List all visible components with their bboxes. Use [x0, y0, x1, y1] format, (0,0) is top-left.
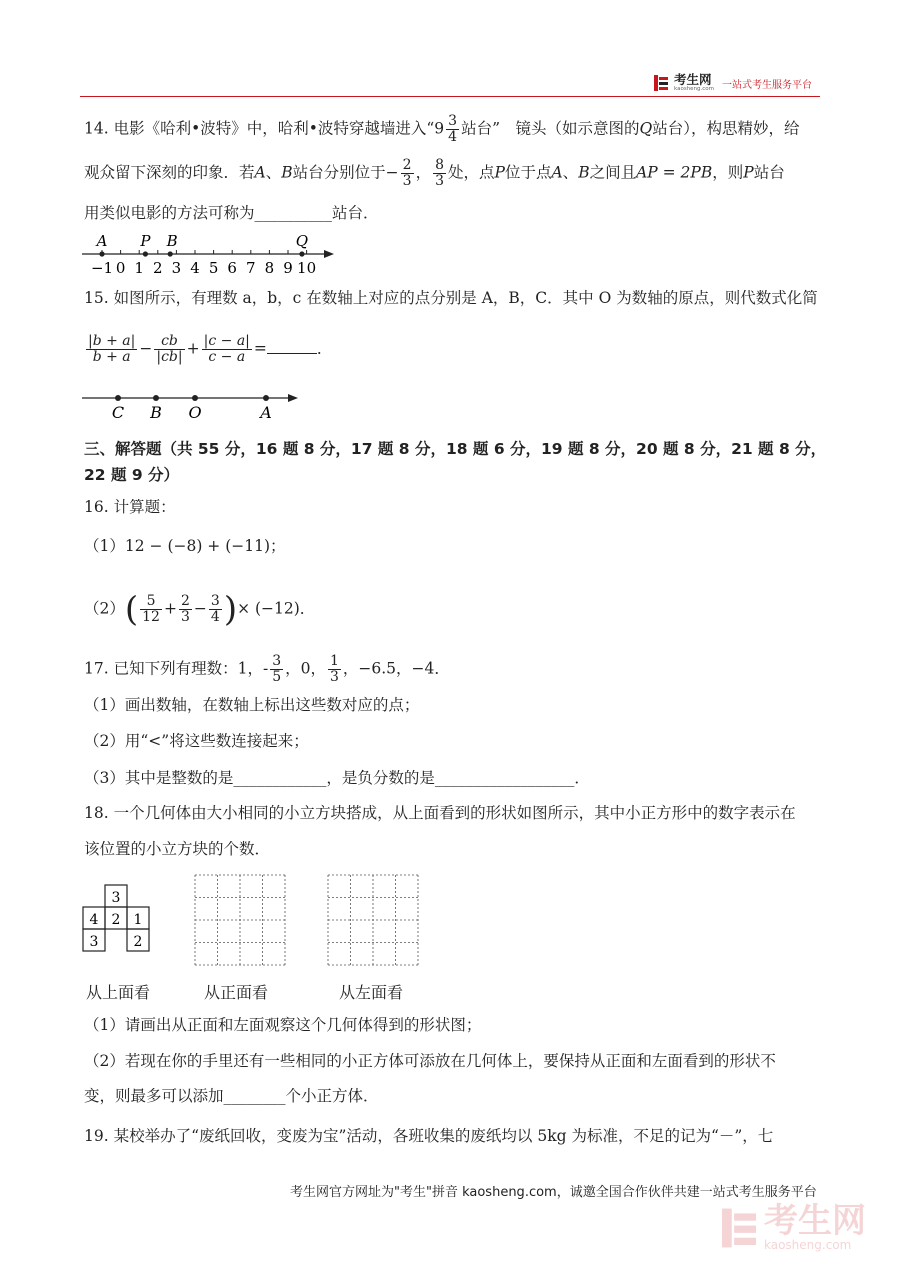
- point-marker: [263, 395, 269, 401]
- point-label: B: [166, 232, 178, 250]
- q18-label-left: 从左面看: [339, 983, 404, 1002]
- section3-title: 三、解答题（共 55 分，16 题 8 分，17 题 8 分，18 题 6 分，19 题 8 分，20 题 8 分，21 题 8 分，: [84, 440, 827, 458]
- point-label: B: [150, 403, 162, 422]
- point-marker: [115, 395, 121, 401]
- brand-name: 考生网: [674, 72, 712, 87]
- q16-part1: （1）12 − (−8) + (−11)；: [84, 537, 286, 555]
- q16-frac2: $\frac{2}{3}$: [180, 593, 190, 625]
- brand-slogan: 一站式考生服务平台: [722, 79, 813, 91]
- q14-text: 14. 电影《哈利•波特》中，哈利•波特穿越墙进入“: [84, 119, 435, 138]
- tick-label: 6: [227, 259, 237, 277]
- q14-text: 站台），构思精妙，给: [652, 119, 800, 138]
- q15-answer-blank[interactable]: [267, 338, 317, 354]
- point-label: O: [188, 403, 202, 422]
- point-label: C: [111, 403, 125, 422]
- tick-label: 2: [153, 259, 163, 277]
- tick-label: 4: [190, 259, 200, 277]
- point-marker: [143, 251, 148, 256]
- header-divider: [80, 96, 820, 97]
- tick-label: 5: [208, 259, 219, 277]
- q14-q-label: Q: [639, 119, 653, 138]
- q18-left-view-grid[interactable]: [327, 874, 419, 966]
- q14-equation: AP = 2PB: [636, 163, 713, 182]
- q18-line1: 18. 一个几何体由大小相同的小立方块搭成，从上面看到的形状如图所示，其中小正方形中的数字表示在: [84, 804, 796, 822]
- point-label: A: [260, 403, 272, 422]
- kaosheng-logo-icon: [654, 75, 668, 91]
- tick-label: 8: [264, 259, 275, 277]
- q16-frac3: $\frac{3}{4}$: [210, 593, 220, 625]
- q18-label-front: 从正面看: [204, 983, 269, 1002]
- section3-title-cont: 22 题 9 分）: [84, 466, 180, 484]
- q19-line1: 19. 某校举办了“废纸回收，变废为宝”活动，各班收集的废纸均以 5kg 为标准，不足的记为“－”，七: [84, 1127, 774, 1145]
- q15-number-line: [80, 388, 310, 422]
- q17-sub3: （3）其中是整数的是____________，是负分数的是__________________．: [84, 769, 590, 787]
- q14-text: 站台” 镜头（如示意图的: [461, 119, 640, 138]
- watermark: [722, 1201, 866, 1252]
- brand-domain: kaosheng.com: [674, 86, 715, 92]
- tick-label: 9: [283, 259, 293, 277]
- grid-cell-value: 2: [111, 912, 121, 928]
- tick-label: 7: [246, 259, 256, 277]
- tick-label: 3: [171, 259, 182, 277]
- q14-number-line: [80, 232, 340, 278]
- watermark-logo-icon: [722, 1207, 756, 1249]
- grid-cell-value: 4: [89, 912, 99, 928]
- q14-fraction-a: $\frac{2}{3}$: [402, 157, 412, 189]
- grid-cell-value: 3: [89, 934, 99, 950]
- tick-label: −1: [90, 259, 114, 277]
- q14-mixed-whole: 9: [434, 119, 445, 138]
- header-brand[interactable]: [654, 74, 812, 92]
- q18-sub1: （1）请画出从正面和左面观察这个几何体得到的形状图；: [84, 1016, 482, 1034]
- q18-line2: 该位置的小立方块的个数．: [84, 840, 271, 858]
- q14-mixed-fraction: $\frac{3}{4}$: [448, 113, 458, 145]
- point-label: P: [140, 232, 151, 250]
- tick-label: 10: [297, 259, 317, 277]
- grid-cell-value: 2: [133, 934, 143, 950]
- q17-sub2: （2）用“<”将这些数连接起来；: [84, 732, 309, 750]
- q14-line2: 观众留下深刻的印象．若A、B站台分别位于− $\frac{2}{3}$ ， $\frac{8}{3}$ 处，点P位于点A、B之间且AP = 2PB，则P站台: [84, 157, 785, 189]
- tick-label: 1: [134, 259, 144, 277]
- q18-label-top: 从上面看: [86, 983, 151, 1002]
- q16-title: 16. 计算题：: [84, 498, 176, 516]
- q14-fraction-b: $\frac{8}{3}$: [435, 157, 444, 189]
- q14-line1: [84, 114, 800, 145]
- q15-term2: $\frac{cb}{|cb|}$: [156, 333, 183, 365]
- q18-sub2b: 变，则最多可以添加________个小正方体．: [84, 1087, 379, 1105]
- tick-label: 0: [115, 259, 126, 277]
- watermark-domain: kaosheng.com: [764, 1238, 852, 1252]
- point-marker: [168, 251, 173, 256]
- point-marker: [153, 395, 159, 401]
- grid-cell-value: 3: [111, 890, 121, 906]
- q18-front-view-grid[interactable]: [194, 874, 286, 966]
- q16-part2: （2）( $\frac{5}{12}$ + $\frac{2}{3}$ − $\frac{3}{4}$ )× (−12)．: [84, 589, 316, 630]
- q16-frac1: $\frac{5}{12}$: [142, 593, 160, 625]
- footer-text: 考生网官方网址为"考生"拼音 kaosheng.com，诚邀全国合作伙伴共建一站式考生服务平台: [290, 1185, 817, 1200]
- q15-expression: $\frac{|b + a|}{b + a}$ − $\frac{cb}{|cb|}$ + $\frac{|c - a|}{c - a}$ = ．: [88, 333, 333, 365]
- q17-intro: 17. 已知下列有理数：1，- $\frac{3}{5}$ ，0， $\frac{1}{3}$ ，−6.5，−4．: [84, 653, 450, 685]
- point-label: Q: [295, 232, 309, 250]
- q15-term1: $\frac{|b + a|}{b + a}$: [88, 333, 136, 365]
- q15-axis-arrow-icon: [288, 394, 298, 402]
- point-marker: [99, 251, 104, 256]
- point-marker: [299, 251, 304, 256]
- q18-top-view-figure: [82, 884, 154, 954]
- q18-sub2a: （2）若现在你的手里还有一些相同的小正方体可添放在几何体上，要保持从正面和左面看到的形状不: [84, 1052, 776, 1070]
- q14-line3: 用类似电影的方法可称为__________站台．: [84, 204, 379, 222]
- watermark-name: 考生网: [764, 1201, 866, 1241]
- q15-term3: $\frac{|c - a|}{c - a}$: [203, 333, 250, 365]
- q15-line1: 15. 如图所示，有理数 a，b，c 在数轴上对应的点分别是 A，B，C．其中 O 为数轴的原点，则代数式化简: [84, 289, 818, 307]
- brand-text: [674, 74, 714, 92]
- grid-cell-value: 1: [133, 912, 143, 928]
- q17-sub1: （1）画出数轴，在数轴上标出这些数对应的点；: [84, 696, 420, 714]
- q14-axis-arrow-icon: [324, 250, 334, 258]
- point-label: A: [96, 232, 108, 250]
- point-marker: [192, 395, 198, 401]
